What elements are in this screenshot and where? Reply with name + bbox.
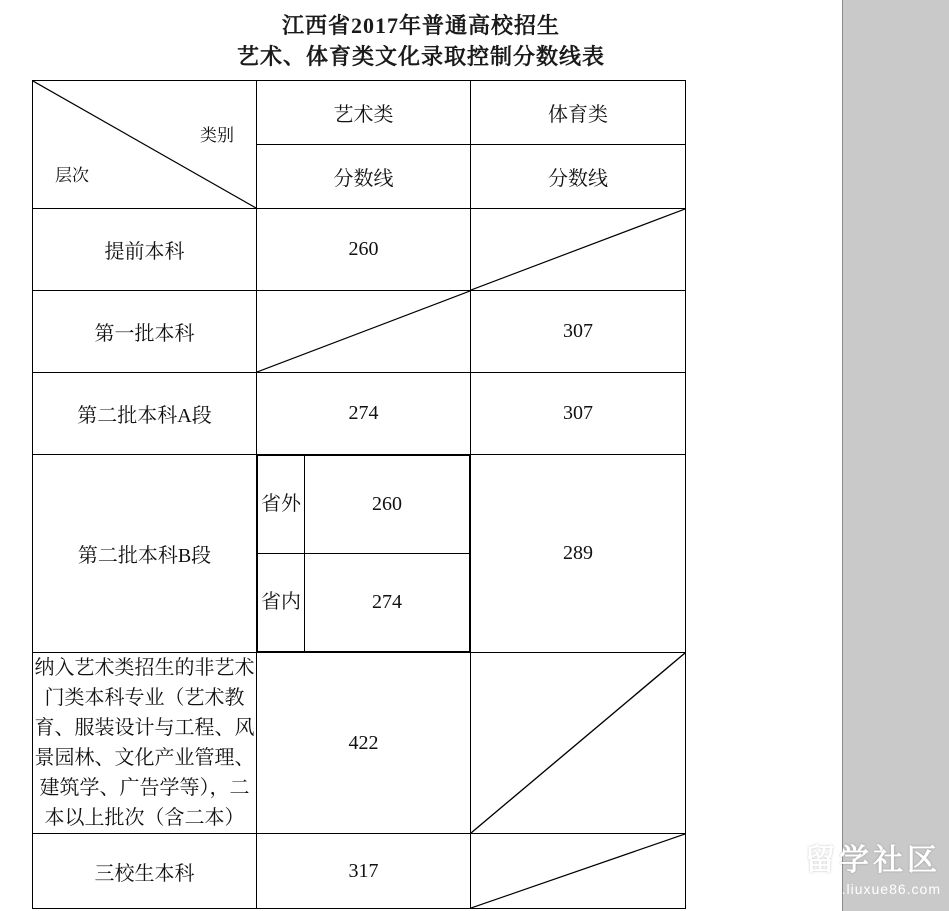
row-level-0: 提前本科 [33,209,257,291]
watermark-main-text: 留学社区 [805,844,941,877]
sub-row [258,554,470,652]
row-sport-0-empty [471,209,686,291]
row-level-1: 第一批本科 [33,291,257,373]
row-sport-1: 307 [471,291,686,373]
subheader-sport-score: 分数线 [471,145,686,209]
table-row [33,834,686,909]
page-gutter [843,0,949,911]
table-row [33,653,686,834]
row-art-2: 274 [257,373,471,455]
row-sport-4-empty [471,653,686,834]
row-sport-5-empty [471,834,686,909]
row-art-5: 317 [257,834,471,909]
level-label: 层次 [55,166,89,185]
watermark-url-text: bbs.liuxue86.com [816,881,941,897]
title-line-1: 江西省2017年普通高校招生 [281,13,560,38]
table-row [33,209,686,291]
sub-value-outside: 260 [305,456,470,554]
table-row [33,455,686,653]
row-level-5: 三校生本科 [33,834,257,909]
category-label: 类别 [200,126,234,145]
row-sport-2: 307 [471,373,686,455]
sub-tag-inside: 省内 [258,554,305,652]
corner-header-cell [33,81,257,209]
row-art-4: 422 [257,653,471,834]
sub-tag-outside: 省外 [258,456,305,554]
row-art-1-empty [257,291,471,373]
row-art-3-nested [257,455,471,653]
row-level-3: 第二批本科B段 [33,455,257,653]
score-line-table [32,80,686,909]
table-header-row [33,81,686,145]
subheader-art-score: 分数线 [257,145,471,209]
diagonal-line-icon [257,291,470,372]
page-title [94,0,749,72]
diagonal-line-icon [471,834,685,908]
header-sport: 体育类 [471,81,686,145]
sub-value-inside: 274 [305,554,470,652]
sub-table-b-section [257,455,470,652]
row-art-0: 260 [257,209,471,291]
row-level-2: 第二批本科A段 [33,373,257,455]
watermark [805,835,941,897]
table-row [33,291,686,373]
table-row [33,373,686,455]
row-sport-3: 289 [471,455,686,653]
diagonal-line-icon [471,209,685,290]
title-line-2: 艺术、体育类文化录取控制分数线表 [236,44,605,70]
diagonal-line-icon [471,653,685,833]
sub-row [258,456,470,554]
row-level-4: 纳入艺术类招生的非艺术门类本科专业（艺术教育、服装设计与工程、风景园林、文化产业管理、建筑学、广告学等），二本以上批次（含二本） [33,653,257,834]
header-art: 艺术类 [257,81,471,145]
